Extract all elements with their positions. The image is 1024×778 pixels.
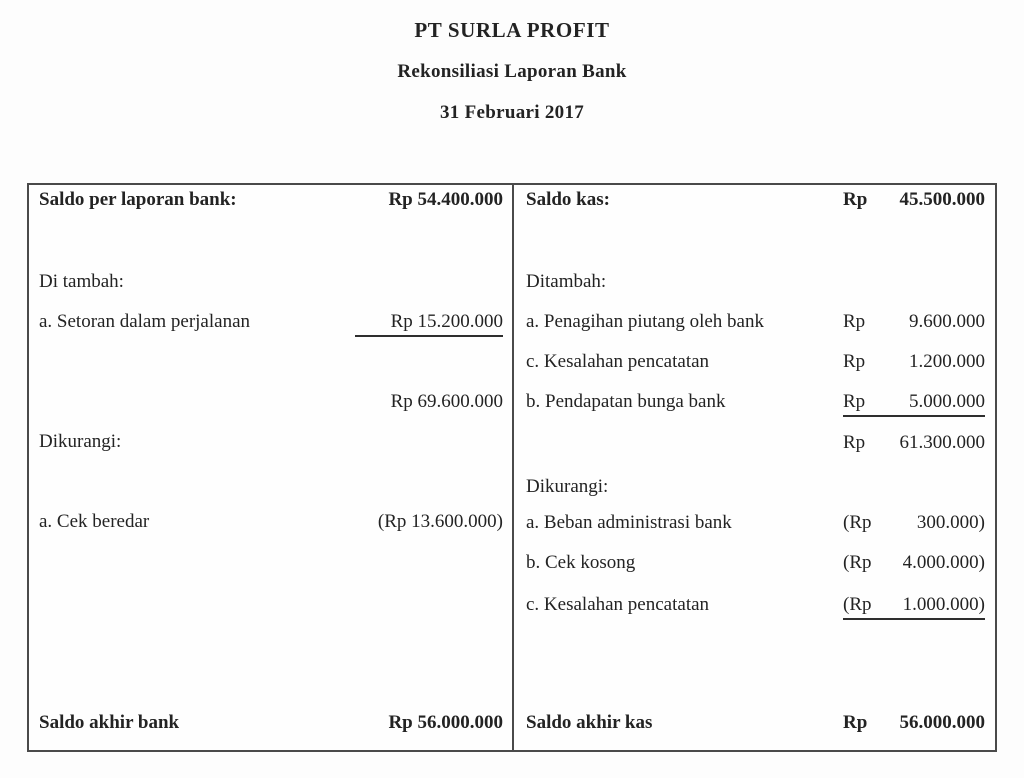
currency-prefix: Rp bbox=[843, 712, 868, 733]
row-saldo-akhir-bank bbox=[29, 711, 512, 735]
line-item-label: a. Setoran dalam perjalanan bbox=[39, 311, 251, 332]
amount-value: 1.000.000) bbox=[902, 594, 985, 615]
total-label: Saldo akhir bank bbox=[39, 712, 180, 733]
currency-prefix: Rp bbox=[843, 351, 866, 372]
line-item-amount bbox=[843, 310, 985, 334]
total-amount: Rp 56.000.000 bbox=[388, 712, 503, 733]
row-saldo-per-laporan-bank bbox=[29, 188, 512, 212]
section-label: Dikurangi: bbox=[526, 476, 609, 497]
line-item-label: a. Penagihan piutang oleh bank bbox=[526, 311, 764, 332]
line-item-amount: (Rp 13.600.000) bbox=[377, 511, 503, 532]
bank-statement-column bbox=[29, 185, 512, 750]
amount-value: 5.000.000 bbox=[909, 391, 985, 412]
amount-value: 56.000.000 bbox=[899, 712, 985, 733]
line-item-label: c. Kesalahan pencatatan bbox=[526, 351, 710, 372]
total-amount bbox=[843, 711, 985, 735]
line-item-amount bbox=[843, 350, 985, 374]
subtotal-amount bbox=[843, 431, 985, 455]
section-label: Dikurangi: bbox=[39, 431, 122, 452]
currency-prefix: Rp bbox=[843, 432, 866, 453]
line-item-amount bbox=[843, 511, 985, 535]
line-item-label: b. Pendapatan bunga bank bbox=[526, 391, 726, 412]
line-item-label: Saldo kas: bbox=[526, 189, 610, 210]
line-item-label: c. Kesalahan pencatatan bbox=[526, 594, 710, 615]
total-label: Saldo akhir kas bbox=[526, 712, 653, 733]
section-label: Ditambah: bbox=[526, 271, 607, 292]
amount-value: 61.300.000 bbox=[899, 432, 985, 453]
amount-value: 4.000.000) bbox=[902, 552, 985, 573]
row-dikurangi-header-bank bbox=[29, 430, 512, 454]
row-kesalahan-pencatatan-tambah bbox=[514, 350, 995, 374]
line-item-amount bbox=[843, 551, 985, 575]
currency-prefix: (Rp bbox=[843, 594, 872, 615]
row-subtotal-kas bbox=[514, 431, 995, 455]
line-item-label: a. Beban administrasi bank bbox=[526, 512, 732, 533]
currency-prefix: (Rp bbox=[843, 552, 872, 573]
amount-value: 9.600.000 bbox=[909, 311, 985, 332]
row-saldo-akhir-kas bbox=[514, 711, 995, 735]
row-cek-kosong bbox=[514, 551, 995, 575]
line-item-amount: Rp 15.200.000 bbox=[355, 310, 503, 337]
row-ditambah-header-kas bbox=[514, 270, 995, 294]
section-label: Di tambah: bbox=[39, 271, 124, 292]
row-ditambah-header-bank bbox=[29, 270, 512, 294]
line-item-label: b. Cek kosong bbox=[526, 552, 636, 573]
line-item-label: Saldo per laporan bank: bbox=[39, 189, 237, 210]
report-title: Rekonsiliasi Laporan Bank bbox=[397, 61, 627, 82]
currency-prefix: Rp bbox=[843, 391, 866, 412]
report-date: 31 Februari 2017 bbox=[439, 102, 585, 123]
row-penagihan-piutang bbox=[514, 310, 995, 334]
row-beban-administrasi bbox=[514, 511, 995, 535]
cash-book-column bbox=[514, 185, 995, 750]
amount-value: 45.500.000 bbox=[899, 189, 985, 210]
row-pendapatan-bunga bbox=[514, 390, 995, 417]
line-item-amount bbox=[843, 188, 985, 212]
row-kesalahan-pencatatan-kurang bbox=[514, 593, 995, 620]
line-item-amount: Rp 54.400.000 bbox=[388, 189, 503, 210]
row-setoran-dalam-perjalanan bbox=[29, 310, 512, 337]
row-cek-beredar bbox=[29, 510, 512, 534]
line-item-amount bbox=[843, 593, 985, 620]
row-saldo-kas bbox=[514, 188, 995, 212]
reconciliation-table bbox=[27, 183, 997, 752]
company-name: PT SURLA PROFIT bbox=[414, 18, 610, 42]
row-subtotal-bank bbox=[29, 390, 512, 414]
line-item-amount bbox=[843, 390, 985, 417]
currency-prefix: Rp bbox=[843, 189, 868, 210]
line-item-label: a. Cek beredar bbox=[39, 511, 150, 532]
currency-prefix: Rp bbox=[843, 311, 866, 332]
amount-value: 300.000) bbox=[916, 512, 985, 533]
row-dikurangi-header-kas bbox=[514, 475, 995, 499]
currency-prefix: (Rp bbox=[843, 512, 872, 533]
amount-value: 1.200.000 bbox=[909, 351, 985, 372]
subtotal-amount: Rp 69.600.000 bbox=[390, 391, 503, 412]
